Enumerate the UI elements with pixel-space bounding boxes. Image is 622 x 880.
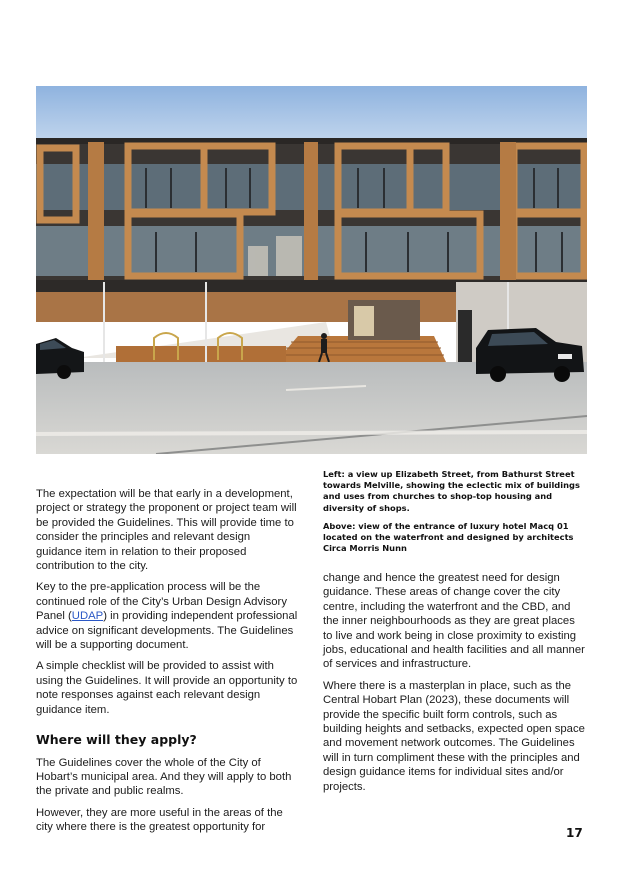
page-number: 17 xyxy=(566,826,583,840)
left-column xyxy=(36,487,298,842)
section-heading: Where will they apply? xyxy=(36,732,197,748)
paragraph-areas-of-change: change and hence the greatest need for design guidance. These areas of change cover the city centre, including the waterfront and the CBD, and the inner neighbourhoods as they are great places to live and work being in close proximity to existing jobs, educational and health facilities and all manner of services and infrastructure. xyxy=(323,572,585,671)
paragraph-expectation: The expectation will be that early in a development, project or strategy the proponent or project team will be provided the Guidelines. This will provide time to consider the principles and relevant design guidance item in relation to their proposed contribution to the city. xyxy=(36,488,297,573)
paragraph-checklist: A simple checklist will be provided to assist with using the Guidelines. It will provide an opportunity to note responses against each relevant design guidance item. xyxy=(36,660,298,716)
hotel-entrance-photo xyxy=(36,86,587,454)
caption-above: Above: view of the entrance of luxury hotel Macq 01 located on the waterfront and designed by architects Circa Morris Nunn xyxy=(323,520,574,554)
paragraph-usefulness: However, they are more useful in the areas of the city where there is the greatest opportunity for xyxy=(36,806,283,834)
sky xyxy=(36,86,587,146)
photo-captions xyxy=(323,469,581,561)
right-column xyxy=(323,571,585,801)
paragraph-udap-text-end: ) in providing independent professional advice on significant developments. The Guidelines will be a supporting document. xyxy=(36,610,298,652)
paragraph-coverage: The Guidelines cover the whole of the City of Hobart’s municipal area. And they will apply to both the private and public realms. xyxy=(36,756,292,798)
caption-left: Left: a view up Elizabeth Street, from Bathurst Street towards Melville, showing the eclectic mix of buildings and uses from churches to shop-top housing and diversity of shops. xyxy=(323,469,580,513)
paragraph-masterplan: Where there is a masterplan in place, such as the Central Hobart Plan (2023), these documents will provide the specific built form controls, such as building heights and setbacks, expected open space and movement network outcomes. The Guidelines will in turn compliment these with the principles and design guidance items for individual sites and/or projects. xyxy=(323,679,585,793)
paragraph-udap-text-start: Key to the pre-application process will be the continued role of the City’s Urban Design Advisory Panel ( xyxy=(36,581,287,623)
paragraph-udap xyxy=(36,580,298,652)
udap-link[interactable]: UDAP xyxy=(71,610,104,623)
